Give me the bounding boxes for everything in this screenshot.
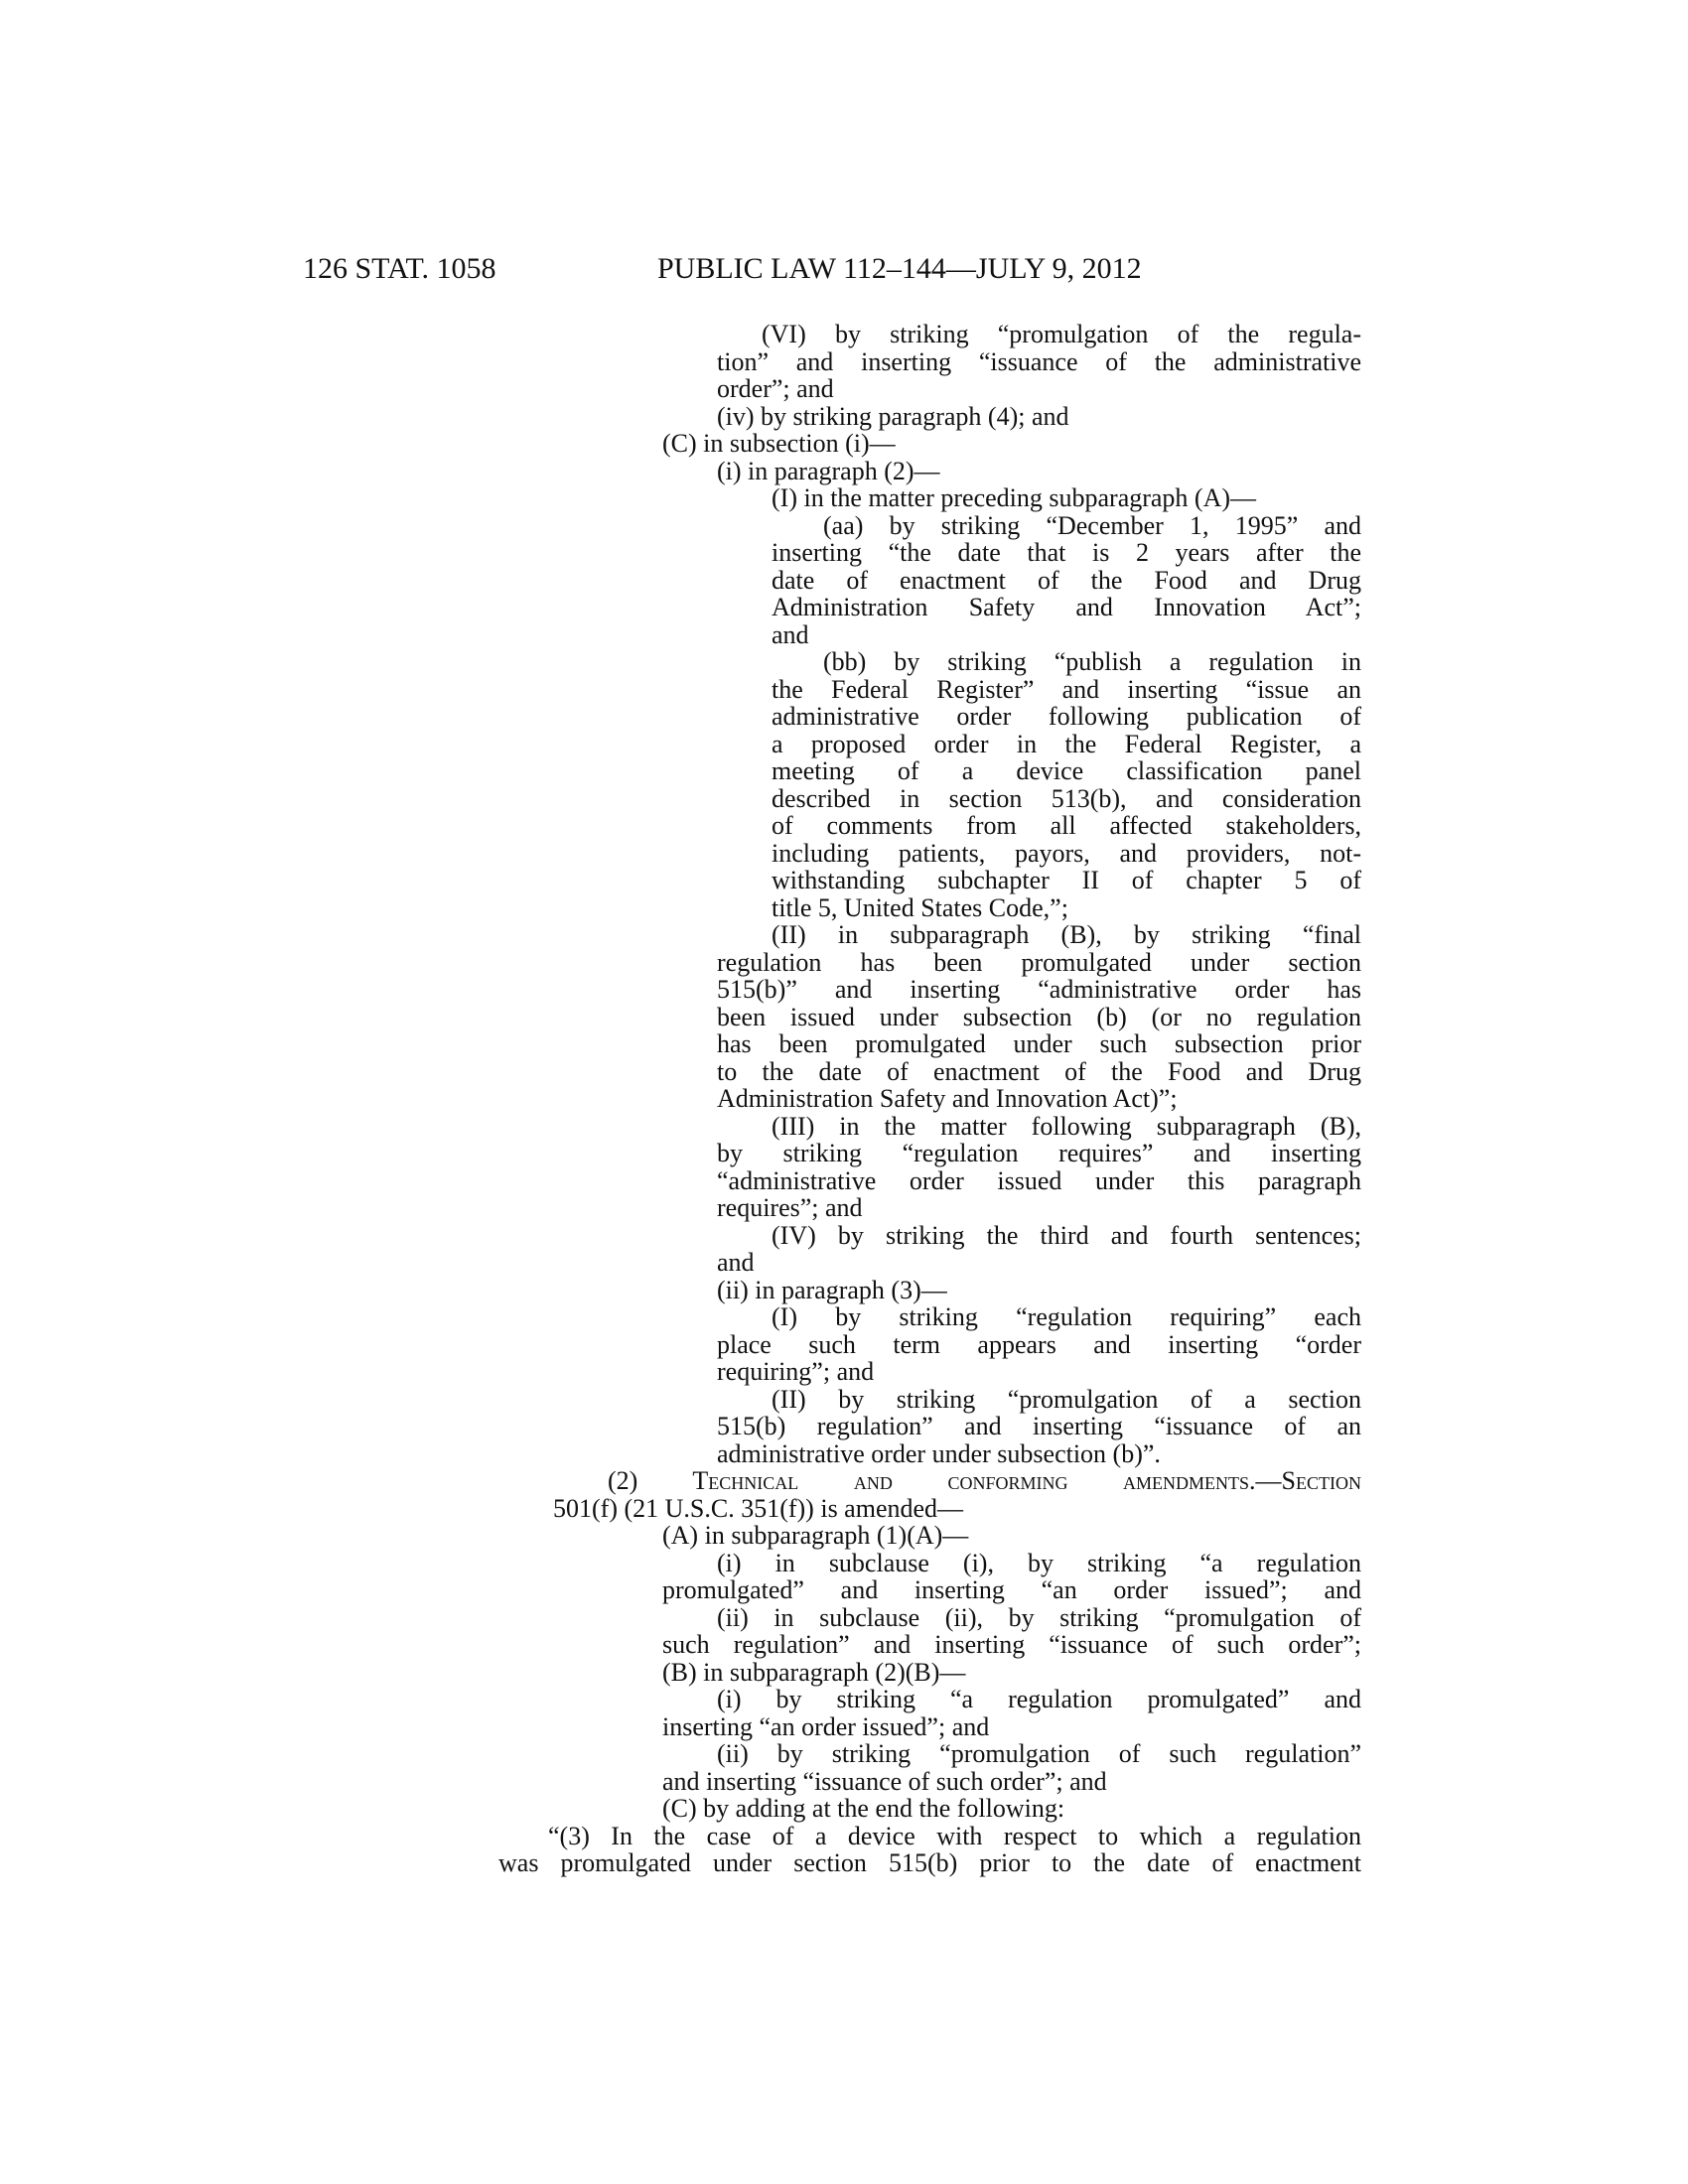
text-line: (ii) by striking “promulgation of such regulation” <box>717 1739 1361 1768</box>
text-line: “administrative order issued under this paragraph <box>717 1165 1361 1195</box>
text-line: administrative order under subsection (b)”. <box>717 1438 1161 1468</box>
text-line: requiring”; and <box>717 1357 875 1386</box>
text-line: (VI) by striking “promulgation of the regula- <box>762 320 1361 348</box>
text-line: Administration Safety and Innovation Act”; <box>772 593 1361 621</box>
stat-reference: 126 STAT. 1058 <box>303 252 496 285</box>
text-line: (i) in paragraph (2)— <box>717 456 940 485</box>
page-header <box>0 249 1688 289</box>
text-line: tion” and inserting “issuance of the administrative <box>717 346 1361 376</box>
text-line: promulgated” and inserting “an order issued”; and <box>662 1575 1361 1604</box>
text-line: described in section 513(b), and consideration <box>772 783 1361 813</box>
text-line: including patients, payors, and providers, not- <box>772 838 1361 868</box>
text-line: (IV) by striking the third and fourth sentences; <box>772 1220 1361 1250</box>
text-line: administrative order following publication of <box>772 702 1361 731</box>
text-line: 515(b) regulation” and inserting “issuance of an <box>717 1412 1361 1440</box>
text-line: (ii) in paragraph (3)— <box>717 1275 947 1304</box>
text-line: meeting of a device classification panel <box>772 756 1361 785</box>
text-line: requires”; and <box>717 1193 863 1222</box>
text-line: has been promulgated under such subsection prior <box>717 1029 1361 1058</box>
text-line: (ii) in subclause (ii), by striking “promulgation of <box>717 1602 1361 1632</box>
text-line: and inserting “issuance of such order”; and <box>662 1766 1107 1796</box>
text-line: date of enactment of the Food and Drug <box>772 565 1361 595</box>
text-line: (i) in subclause (i), by striking “a regulation <box>717 1548 1361 1577</box>
text-line: (I) by striking “regulation requiring” each <box>772 1302 1361 1331</box>
text-line: such regulation” and inserting “issuance of such order”; <box>662 1630 1361 1659</box>
text-line: inserting “an order issued”; and <box>662 1711 990 1741</box>
text-line: 501(f) (21 U.S.C. 351(f)) is amended— <box>553 1493 964 1523</box>
text-line: (III) in the matter following subparagraph (B), <box>772 1111 1361 1141</box>
text-line: (II) in subparagraph (B), by striking “final <box>772 920 1361 949</box>
section-heading-line: (2) Technical and conforming amendments.—Section <box>608 1466 1361 1495</box>
text-line: and <box>717 1248 755 1277</box>
text-line: of comments from all affected stakeholders, <box>772 811 1361 840</box>
text-line: to the date of enactment of the Food and Drug <box>717 1056 1361 1086</box>
text-line: (bb) by striking “publish a regulation in <box>823 647 1361 676</box>
text-line: regulation has been promulgated under section <box>717 947 1361 977</box>
text-line: was promulgated under section 515(b) prior to the date of enactment <box>498 1848 1361 1877</box>
text-line: and <box>772 619 809 649</box>
text-line: (A) in subparagraph (1)(A)— <box>662 1521 969 1550</box>
text-line: place such term appears and inserting “order <box>717 1329 1361 1359</box>
text-line: (II) by striking “promulgation of a section <box>772 1384 1361 1414</box>
text-line: withstanding subchapter II of chapter 5 of <box>772 866 1361 894</box>
text-line: inserting “the date that is 2 years after the <box>772 538 1361 567</box>
text-line: a proposed order in the Federal Register, a <box>772 729 1361 758</box>
text-line: by striking “regulation requires” and inserting <box>717 1139 1361 1167</box>
text-line: the Federal Register” and inserting “issue an <box>772 674 1361 704</box>
text-line: (I) in the matter preceding subparagraph (A)— <box>772 483 1257 512</box>
text-line: title 5, United States Code,”; <box>772 892 1068 922</box>
text-line: “(3) In the case of a device with respect to which a regulation <box>548 1821 1361 1850</box>
text-line: (B) in subparagraph (2)(B)— <box>662 1657 966 1687</box>
text-line: 515(b)” and inserting “administrative order has <box>717 975 1361 1004</box>
text-line: order”; and <box>717 374 834 403</box>
text-line: been issued under subsection (b) (or no regulation <box>717 1002 1361 1031</box>
text-line: (C) in subsection (i)— <box>662 429 896 458</box>
public-law-title: PUBLIC LAW 112–144—JULY 9, 2012 <box>657 252 1142 285</box>
text-line: Administration Safety and Innovation Act)”; <box>717 1084 1178 1113</box>
text-line: (aa) by striking “December 1, 1995” and <box>823 510 1361 540</box>
text-line: (iv) by striking paragraph (4); and <box>717 401 1069 431</box>
text-line: (i) by striking “a regulation promulgated” and <box>717 1685 1361 1713</box>
text-line: (C) by adding at the end the following: <box>662 1794 1065 1823</box>
